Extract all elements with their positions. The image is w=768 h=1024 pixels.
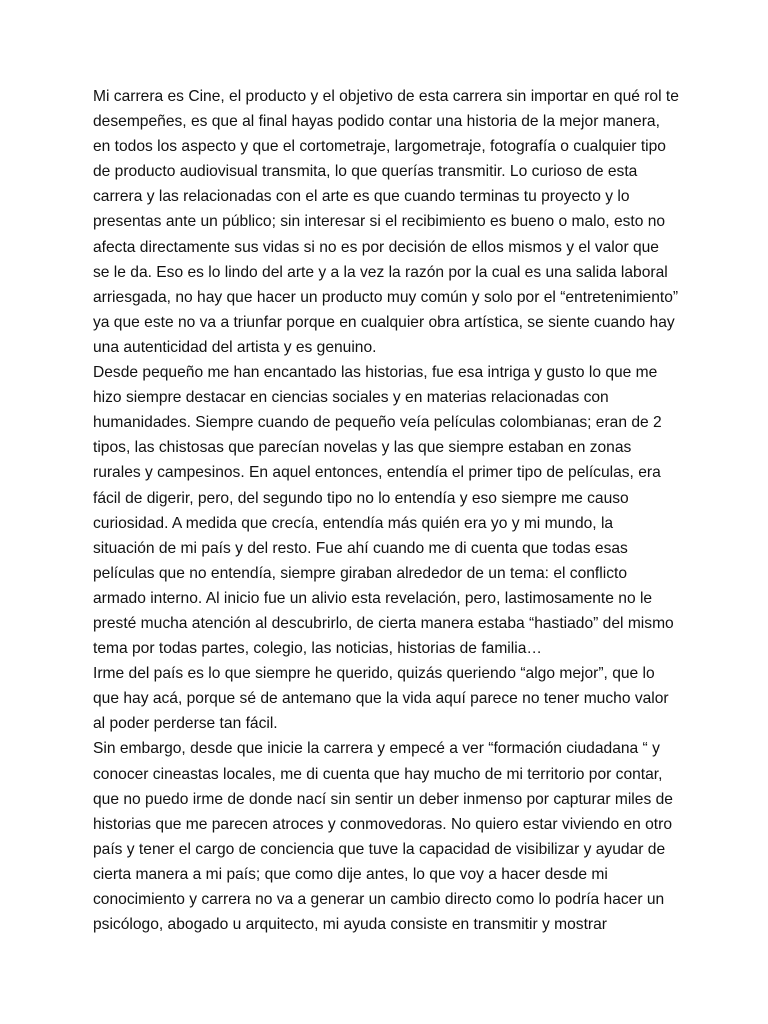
- text-line: situación de mi país y del resto. Fue ahí cuando me di cuenta que todas esas: [93, 539, 628, 557]
- text-line: ya que este no va a triunfar porque en cualquier obra artística, se siente cuando hay: [93, 313, 675, 331]
- text-line: tema por todas partes, colegio, las noticias, historias de familia…: [93, 640, 542, 658]
- text-line: país y tener el cargo de conciencia que tuve la capacidad de visibilizar y ayudar de: [93, 840, 666, 858]
- text-line: afecta directamente sus vidas si no es por decisión de ellos mismos y el valor que: [93, 238, 659, 256]
- text-line: hizo siempre destacar en ciencias sociales y en materias relacionadas con: [93, 389, 609, 407]
- text-line: Mi carrera es Cine, el producto y el objetivo de esta carrera sin importar en qué rol te: [93, 88, 679, 105]
- text-line: se le da. Eso es lo lindo del arte y a la vez la razón por la cual es una salida laboral: [93, 263, 668, 281]
- text-line: desempeñes, es que al final hayas podido contar una historia de la mejor manera,: [93, 113, 660, 131]
- text-line: conocer cineastas locales, me di cuenta que hay mucho de mi territorio por contar,: [93, 765, 663, 783]
- text-line: rurales y campesinos. En aquel entonces, entendía el primer tipo de películas, era: [93, 464, 661, 482]
- text-line: tipos, las chistosas que parecían novelas y las que siempre estaban en zonas: [93, 439, 632, 457]
- text-line: presentas ante un público; sin interesar si el recibimiento es bueno o malo, esto no: [93, 213, 666, 231]
- text-line: películas que no entendía, siempre giraban alrededor de un tema: el conflicto: [93, 564, 627, 582]
- text-line: de producto audiovisual transmita, lo que querías transmitir. Lo curioso de esta: [93, 163, 638, 181]
- text-line: fácil de digerir, pero, del segundo tipo no lo entendía y eso siempre me causo: [93, 489, 629, 507]
- text-line: en todos los aspecto y que el cortometraje, largometraje, fotografía o cualquier tipo: [93, 138, 666, 156]
- text-line: curiosidad. A medida que crecía, entendía más quién era yo y mi mundo, la: [93, 514, 614, 532]
- text-line: Desde pequeño me han encantado las historias, fue esa intriga y gusto lo que me: [93, 364, 658, 382]
- text-line: una autenticidad del artista y es genuino.: [93, 338, 377, 356]
- text-line: psicólogo, abogado u arquitecto, mi ayuda consiste en transmitir y mostrar: [93, 916, 607, 934]
- text-line: Irme del país es lo que siempre he querido, quizás queriendo “algo mejor”, que lo: [93, 665, 655, 683]
- text-line: conocimiento y carrera no va a generar un cambio directo como lo podría hacer un: [93, 891, 665, 908]
- text-line: carrera y las relacionadas con el arte es que cuando terminas tu proyecto y lo: [93, 188, 630, 206]
- text-line: humanidades. Siempre cuando de pequeño veía películas colombianas; eran de 2: [93, 414, 662, 432]
- text-line: historias que me parecen atroces y conmovedoras. No quiero estar viviendo en otro: [93, 815, 673, 833]
- document-body: [93, 84, 693, 937]
- text-line: armado interno. Al inicio fue un alivio esta revelación, pero, lastimosamente no le: [93, 589, 653, 607]
- text-line: que hay acá, porque sé de antemano que la vida aquí parece no tener mucho valor: [93, 690, 669, 708]
- text-line: cierta manera a mi país; que como dije antes, lo que voy a hacer desde mi: [93, 865, 608, 883]
- text-line: presté mucha atención al descubrirlo, de cierta manera estaba “hastiado” del mismo: [93, 614, 674, 632]
- text-line: arriesgada, no hay que hacer un producto muy común y solo por el “entretenimiento”: [93, 288, 679, 306]
- text-line: Sin embargo, desde que inicie la carrera y empecé a ver “formación ciudadana “ y: [93, 740, 660, 758]
- text-line: al poder perderse tan fácil.: [93, 715, 278, 733]
- text-line: que no puedo irme de donde nací sin sentir un deber inmenso por capturar miles de: [93, 790, 673, 808]
